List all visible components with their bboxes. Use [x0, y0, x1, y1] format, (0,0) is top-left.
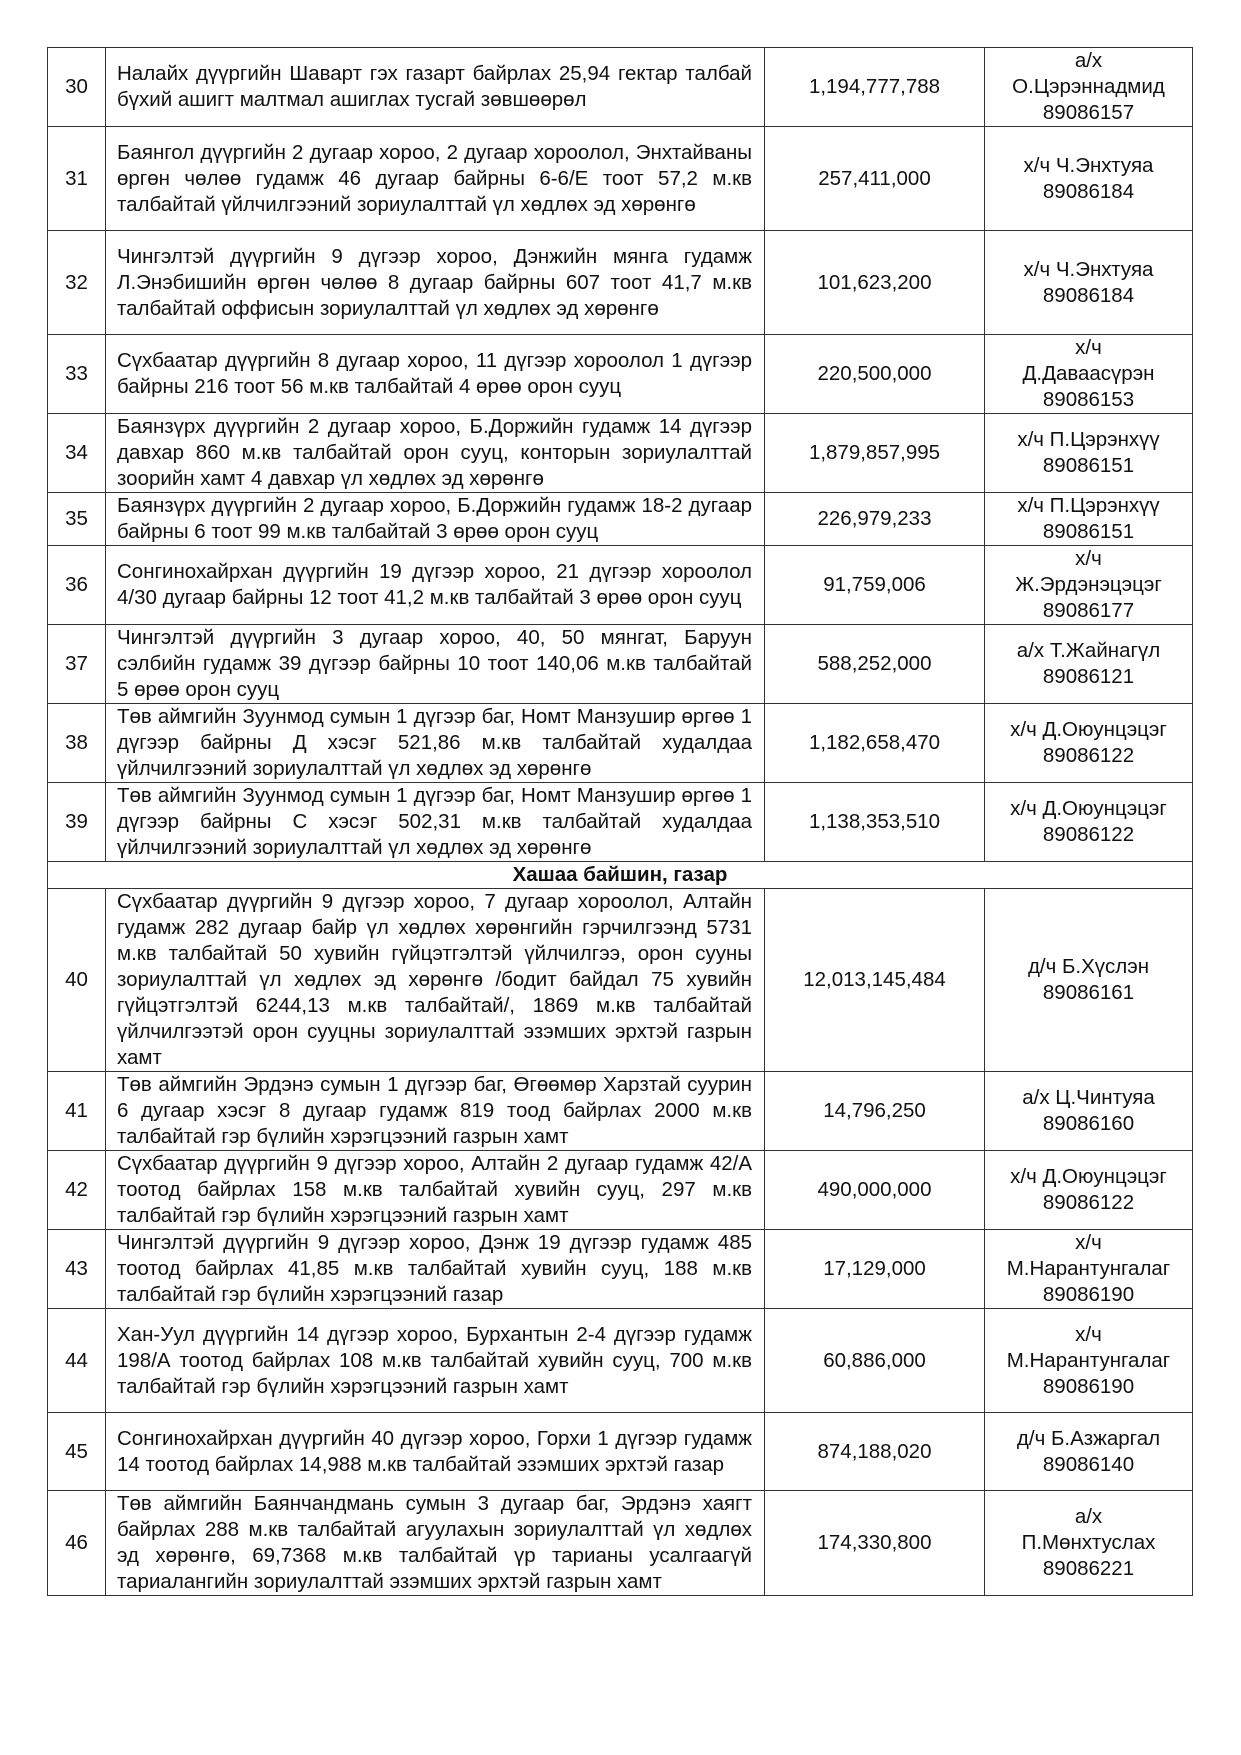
price-amount: 490,000,000 [765, 1151, 985, 1230]
property-description: Сүхбаатар дүүргийн 9 дүгээр хороо, Алтайн 2 дугаар гудамж 42/А тоотод байрлах 158 м.кв талбайтай хувийн сууц, 297 м.кв талбайтай гэр бүлийн хэрэгцээний газрын хамт [106, 1151, 765, 1230]
agent-name: х/ч П.Цэрэнхүү [1017, 428, 1160, 451]
agent-name: х/ч Ч.Энхтуяа [1023, 153, 1154, 177]
table-row [48, 1072, 1193, 1151]
agent-name: П.Мөнхтуслах [1021, 1531, 1156, 1554]
table-row [48, 48, 1193, 127]
table-row [48, 1413, 1193, 1491]
agent-phone: 89086121 [1042, 665, 1135, 688]
row-number: 32 [48, 231, 106, 335]
agent-contact [985, 1151, 1193, 1230]
property-description: Чингэлтэй дүүргийн 9 дүгээр хороо, Дэнжийн мянга гудамж Л.Энэбишийн өргөн чөлөө 8 дугаар байрны 607 тоот 41,7 м.кв талбайтай оффисын зориулалттай үл хөдлөх эд хөрөнгө [106, 231, 765, 335]
property-table-sheet [47, 47, 1192, 1596]
price-amount: 174,330,800 [765, 1491, 985, 1596]
agent-contact [985, 231, 1193, 335]
property-description: Хан-Уул дүүргийн 14 дүгээр хороо, Бурхантын 2-4 дүгээр гудамж 198/А тоотод байрлах 108 м.кв талбайтай хувийн сууц, 700 м.кв талбайтай гэр бүлийн хэрэгцээний газрын хамт [106, 1309, 765, 1413]
table-row [48, 127, 1193, 231]
agent-phone: 89086161 [1042, 981, 1135, 1004]
table-row [48, 704, 1193, 783]
row-number: 42 [48, 1151, 106, 1230]
price-amount: 220,500,000 [765, 335, 985, 414]
property-description: Сүхбаатар дүүргийн 8 дугаар хороо, 11 дүгээр хороолол 1 дүгээр байрны 216 тоот 56 м.кв талбайтай 4 өрөө орон сууц [106, 335, 765, 414]
row-number: 44 [48, 1309, 106, 1413]
agent-phone: 89086122 [1042, 1191, 1135, 1214]
row-number: 43 [48, 1230, 106, 1309]
agent-contact [985, 1491, 1193, 1596]
section-heading: Хашаа байшин, газар [48, 862, 1193, 889]
row-number: 41 [48, 1072, 106, 1151]
agent-phone: 89086153 [1042, 388, 1135, 411]
agent-phone: 89086190 [1042, 1283, 1135, 1306]
agent-phone: 89086151 [1042, 520, 1135, 543]
row-number: 31 [48, 127, 106, 231]
agent-phone: 89086122 [1042, 744, 1135, 767]
rows-group-before [48, 48, 1193, 862]
table-row [48, 1151, 1193, 1230]
agent-title: а/х [1074, 49, 1103, 72]
agent-name: а/х Т.Жайнагүл [1016, 639, 1161, 662]
section-row [48, 862, 1193, 889]
agent-name: д/ч Б.Азжаргал [1016, 1426, 1161, 1450]
price-amount: 257,411,000 [765, 127, 985, 231]
property-description: Чингэлтэй дүүргийн 3 дугаар хороо, 40, 50 мянгат, Баруун сэлбийн гудамж 39 дүгээр байрны 10 тоот 140,06 м.кв талбайтай 5 өрөө орон сууц [106, 625, 765, 704]
property-description: Төв аймгийн Зуунмод сумын 1 дүгээр баг, Номт Манзушир өргөө 1 дүгээр байрны С хэсэг 502,31 м.кв талбайтай худалдаа үйлчилгээний зориулалттай үл хөдлөх эд хөрөнгө [106, 783, 765, 862]
row-number: 40 [48, 889, 106, 1072]
agent-phone: 89086177 [1042, 599, 1135, 622]
agent-contact [985, 1309, 1193, 1413]
agent-phone: 89086160 [1042, 1112, 1135, 1135]
agent-contact [985, 414, 1193, 493]
row-number: 33 [48, 335, 106, 414]
price-amount: 1,879,857,995 [765, 414, 985, 493]
table-row [48, 493, 1193, 546]
table-row [48, 1491, 1193, 1596]
agent-phone: 89086190 [1042, 1374, 1135, 1398]
property-description: Төв аймгийн Баянчандмань сумын 3 дугаар баг, Эрдэнэ хаягт байрлах 288 м.кв талбайтай агуулахын зориулалттай үл хөдлөх эд хөрөнгө, 69,7368 м.кв талбайтай үр тарианы усалгаагүй тариалангийн зориулалттай эзэмших эрхтэй газрын хамт [106, 1491, 765, 1596]
table-row [48, 231, 1193, 335]
agent-title: х/ч [1075, 336, 1102, 359]
agent-contact [985, 127, 1193, 231]
row-number: 30 [48, 48, 106, 127]
agent-title: х/ч [1075, 1231, 1102, 1254]
agent-name: д/ч Б.Хүслэн [1027, 955, 1150, 978]
agent-contact [985, 1072, 1193, 1151]
agent-phone: 89086157 [1042, 101, 1135, 124]
row-number: 36 [48, 546, 106, 625]
agent-name: х/ч Д.Оюунцэцэг [1010, 718, 1167, 741]
property-description: Төв аймгийн Эрдэнэ сумын 1 дүгээр баг, Өгөөмөр Харзтай суурин 6 дугаар хэсэг 8 дугаар гудамж 819 тоод байрлах 2000 м.кв талбайтай гэр бүлийн хэрэгцээний газрын хамт [106, 1072, 765, 1151]
row-number: 37 [48, 625, 106, 704]
agent-contact [985, 335, 1193, 414]
property-description: Чингэлтэй дүүргийн 9 дүгээр хороо, Дэнж 19 дүгээр гудамж 485 тоотод байрлах 41,85 м.кв талбайтай хувийн сууц, 188 м.кв талбайтай гэр бүлийн хэрэгцээний газар [106, 1230, 765, 1309]
table-row [48, 783, 1193, 862]
row-number: 46 [48, 1491, 106, 1596]
agent-phone: 89086122 [1042, 823, 1135, 846]
agent-name: х/ч Д.Оюунцэцэг [1010, 797, 1167, 820]
agent-title: х/ч [1075, 547, 1102, 570]
agent-contact [985, 1413, 1193, 1491]
agent-title: а/х [1074, 1505, 1103, 1528]
property-description: Сонгинохайрхан дүүргийн 40 дүгээр хороо, Горхи 1 дүгээр гудамж 14 тоотод байрлах 14,988 м.кв талбайтай эзэмших эрхтэй газар [106, 1413, 765, 1491]
price-amount: 588,252,000 [765, 625, 985, 704]
section-group [48, 862, 1193, 889]
agent-name: х/ч Д.Оюунцэцэг [1010, 1165, 1167, 1188]
agent-name: а/х Ц.Чинтуяа [1022, 1086, 1155, 1109]
rows-group-after [48, 889, 1193, 1596]
table-row [48, 889, 1193, 1072]
property-description: Баянзүрх дүүргийн 2 дугаар хороо, Б.Доржийн гудамж 14 дүгээр давхар 860 м.кв талбайтай орон сууц, конторын зориулалттай зоорийн хамт 4 давхар үл хөдлөх эд хөрөнгө [106, 414, 765, 493]
row-number: 35 [48, 493, 106, 546]
property-description: Баянгол дүүргийн 2 дугаар хороо, 2 дугаар хороолол, Энхтайваны өргөн чөлөө гудамж 46 дугаар байрны 6-6/Е тоот 57,2 м.кв талбайтай үйлчилгээний зориулалттай үл хөдлөх эд хөрөнгө [106, 127, 765, 231]
price-amount: 12,013,145,484 [765, 889, 985, 1072]
property-description: Сүхбаатар дүүргийн 9 дүгээр хороо, 7 дугаар хороолол, Алтайн гудамж 282 дугаар байр үл хөдлөх хөрөнгийн гэрчилгээнд 5731 м.кв талбайтай 50 хувийн гүйцэтгэлтэй үйлчилгээ, орон сууны зориулалттай үл хөдлөх эд хөрөнгө /бодит байдал 75 хувийн гүйцэтгэлтэй 6244,13 м.кв талбайтай/, 1869 м.кв талбайтай үйлчилгээтэй орон сууцны зориулалттай эзэмших эрхтэй газрын хамт [106, 889, 765, 1072]
price-amount: 17,129,000 [765, 1230, 985, 1309]
property-table [47, 47, 1193, 1596]
agent-phone: 89086184 [1042, 283, 1135, 307]
price-amount: 60,886,000 [765, 1309, 985, 1413]
row-number: 39 [48, 783, 106, 862]
agent-contact [985, 625, 1193, 704]
table-row [48, 414, 1193, 493]
property-description: Сонгинохайрхан дүүргийн 19 дүгээр хороо, 21 дүгээр хороолол 4/30 дугаар байрны 12 тоот 41,2 м.кв талбайтай 3 өрөө орон сууц [106, 546, 765, 625]
price-amount: 1,138,353,510 [765, 783, 985, 862]
agent-name: М.Нарантунгалаг [1006, 1257, 1171, 1280]
row-number: 34 [48, 414, 106, 493]
agent-contact [985, 493, 1193, 546]
agent-phone: 89086221 [1042, 1557, 1135, 1580]
table-row [48, 1230, 1193, 1309]
property-description: Баянзүрх дүүргийн 2 дугаар хороо, Б.Доржийн гудамж 18-2 дугаар байрны 6 тоот 99 м.кв талбайтай 3 өрөө орон сууц [106, 493, 765, 546]
agent-name: х/ч Ч.Энхтуяа [1023, 257, 1154, 281]
price-amount: 14,796,250 [765, 1072, 985, 1151]
agent-contact [985, 1230, 1193, 1309]
agent-name: Д.Даваасүрэн [1022, 362, 1155, 385]
price-amount: 1,194,777,788 [765, 48, 985, 127]
agent-name: Ж.Эрдэнэцэцэг [1015, 573, 1162, 596]
row-number: 45 [48, 1413, 106, 1491]
price-amount: 1,182,658,470 [765, 704, 985, 783]
price-amount: 226,979,233 [765, 493, 985, 546]
agent-phone: 89086140 [1042, 1452, 1135, 1476]
price-amount: 101,623,200 [765, 231, 985, 335]
agent-title: х/ч [1075, 1322, 1102, 1346]
price-amount: 874,188,020 [765, 1413, 985, 1491]
agent-contact [985, 889, 1193, 1072]
agent-name: х/ч П.Цэрэнхүү [1017, 494, 1160, 517]
agent-name: О.Цэрэннадмид [1012, 75, 1165, 98]
table-row [48, 546, 1193, 625]
agent-phone: 89086151 [1042, 454, 1135, 477]
agent-contact [985, 546, 1193, 625]
property-description: Налайх дүүргийн Шаварт гэх газарт байрлах 25,94 гектар талбай бүхий ашигт малтмал ашиглах тусгай зөвшөөрөл [106, 48, 765, 127]
property-description: Төв аймгийн Зуунмод сумын 1 дүгээр баг, Номт Манзушир өргөө 1 дүгээр байрны Д хэсэг 521,86 м.кв талбайтай худалдаа үйлчилгээний зориулалттай үл хөдлөх эд хөрөнгө [106, 704, 765, 783]
agent-contact [985, 704, 1193, 783]
agent-contact [985, 48, 1193, 127]
agent-contact [985, 783, 1193, 862]
table-row [48, 335, 1193, 414]
table-row [48, 1309, 1193, 1413]
price-amount: 91,759,006 [765, 546, 985, 625]
agent-phone: 89086184 [1042, 179, 1135, 203]
table-row [48, 625, 1193, 704]
agent-name: М.Нарантунгалаг [1006, 1348, 1171, 1372]
row-number: 38 [48, 704, 106, 783]
